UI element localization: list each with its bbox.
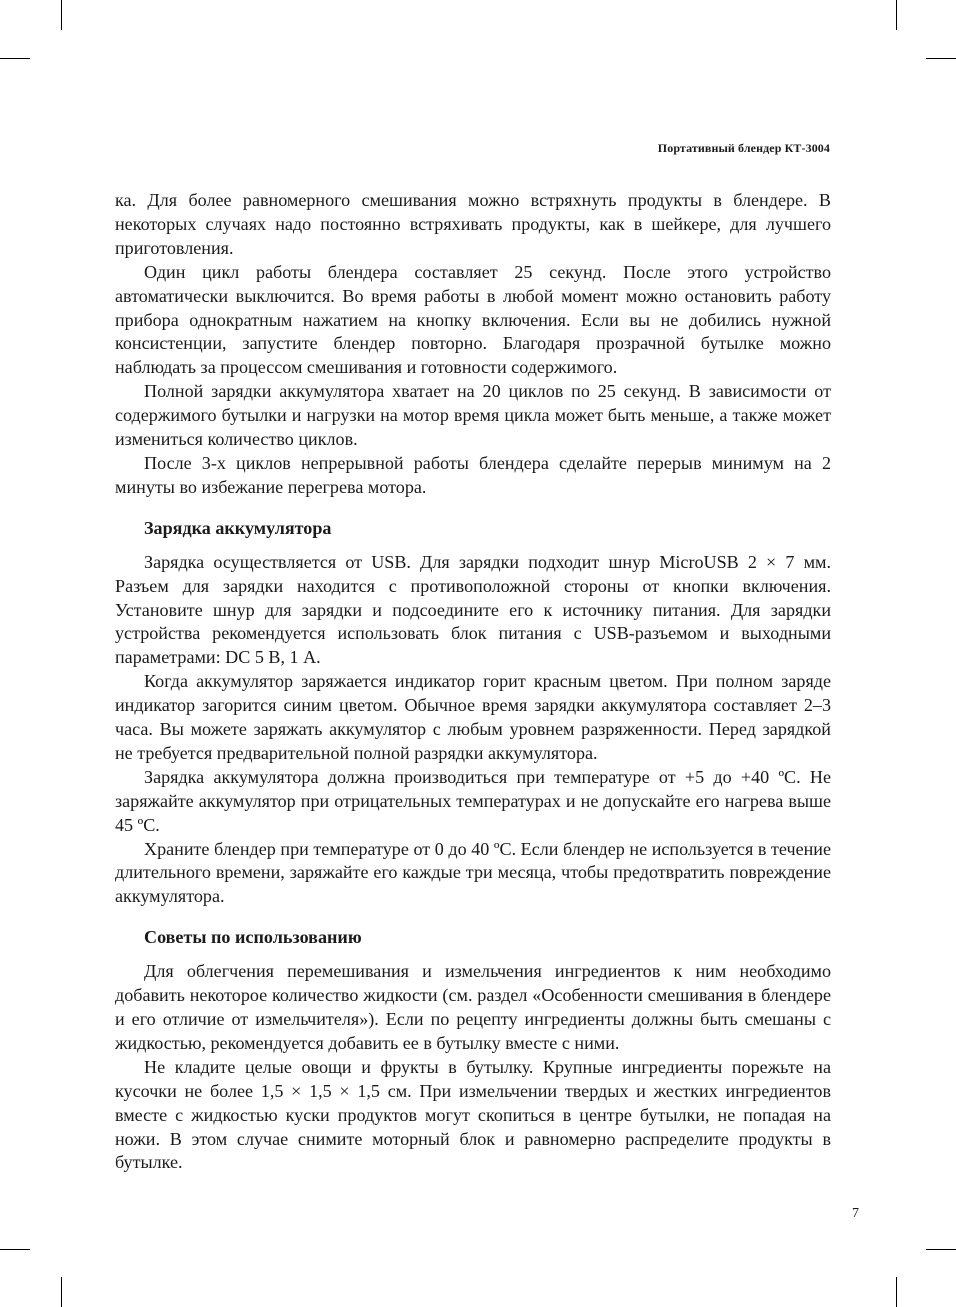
crop-mark-top-left-h [0, 58, 30, 59]
crop-mark-bottom-left-h [0, 1249, 30, 1250]
paragraph: Полной зарядки аккумулятора хватает на 20 циклов по 25 секунд. В зависимости от содержимого бутылки и нагрузки на мотор время цикла может быть меньше, а также может измениться количество циклов. [115, 381, 831, 450]
paragraph: Зарядка аккумулятора должна производиться при температуре от +5 до +40 ºC. Не заряжайте аккумулятор при отрицательных температурах и не допускайте его нагрева выше 45 ºC. [115, 766, 831, 835]
crop-mark-top-left [61, 0, 62, 30]
paragraph: Зарядка осуществляется от USB. Для зарядки подходит шнур MicroUSB 2 × 7 мм. Разъем для зарядки находится с противоположной стороны от кнопки включения. Установите шнур для зарядки и подсоедините его к источнику питания. Для зарядки устройства рекомендуется использовать блок питания с USB-разъемом и выходными параметрами: DC 5 В, 1 А. [115, 551, 831, 668]
crop-mark-bottom-left [61, 1277, 62, 1307]
paragraph: Храните блендер при температуре от 0 до 40 ºC. Если блендер не используется в течение длительного времени, заряжайте его каждые три месяца, чтобы предотвратить повреждение аккумулятора. [115, 838, 831, 907]
crop-mark-bottom-right [896, 1277, 897, 1307]
crop-mark-bottom-right-h [926, 1249, 956, 1250]
paragraph: ка. Для более равномерного смешивания можно встряхнуть продукты в блендере. В некоторых случаях надо постоянно встряхивать продукты, как в шейкере, для лучшего приготовления. [115, 190, 831, 258]
crop-mark-top-right-h [926, 58, 956, 59]
section-heading: Советы по использованию [144, 927, 362, 948]
section-heading: Зарядка аккумулятора [144, 517, 332, 538]
crop-mark-top-right [896, 0, 897, 30]
paragraph: Когда аккумулятор заряжается индикатор горит красным цветом. При полном заряде индикатор загорится синим цветом. Обычное время зарядки аккумулятора составляет 2–3 часа. Вы можете заряжать аккумулятор с любым уровнем разряженности. Перед зарядкой не требуется предварительной полной разрядки аккумулятора. [115, 671, 831, 763]
running-header: Портативный блендер КТ-3004 [657, 141, 830, 155]
paragraph: Один цикл работы блендера составляет 25 секунд. После этого устройство автоматически выключится. Во время работы в любой момент можно остановить работу прибора однократным нажатием на кнопку включения. Если вы не добились нужной консистенции, запустите блендер повторно. Благодаря прозрачной бутылке можно наблюдать за процессом смешивания и готовности содержимого. [115, 261, 831, 378]
paragraph: Для облегчения перемешивания и измельчения ингредиентов к ним необходимо добавить некоторое количество жидкости (см. раздел «Особенности смешивания в блендере и его отличие от измельчителя»). Если по рецепту ингредиенты должны быть смешаны с жидкостью, рекомендуется добавить ее в бутылку вместе с ними. [115, 961, 831, 1053]
paragraph: Не кладите целые овощи и фрукты в бутылку. Крупные ингредиенты порежьте на кусочки не более 1,5 × 1,5 × 1,5 см. При измельчении твердых и жестких ингредиентов вместе с жидкостью куски продуктов могут скопиться в центре бутылки, не попадая на ножи. В этом случае снимите моторный блок и равномерно распределите продукты в бутылке. [115, 1056, 831, 1173]
paragraph: После 3-х циклов непрерывной работы блендера сделайте перерыв минимум на 2 минуты во избежание перегрева мотора. [115, 452, 831, 497]
page-number: 7 [852, 1206, 859, 1221]
page-body [115, 189, 831, 1175]
